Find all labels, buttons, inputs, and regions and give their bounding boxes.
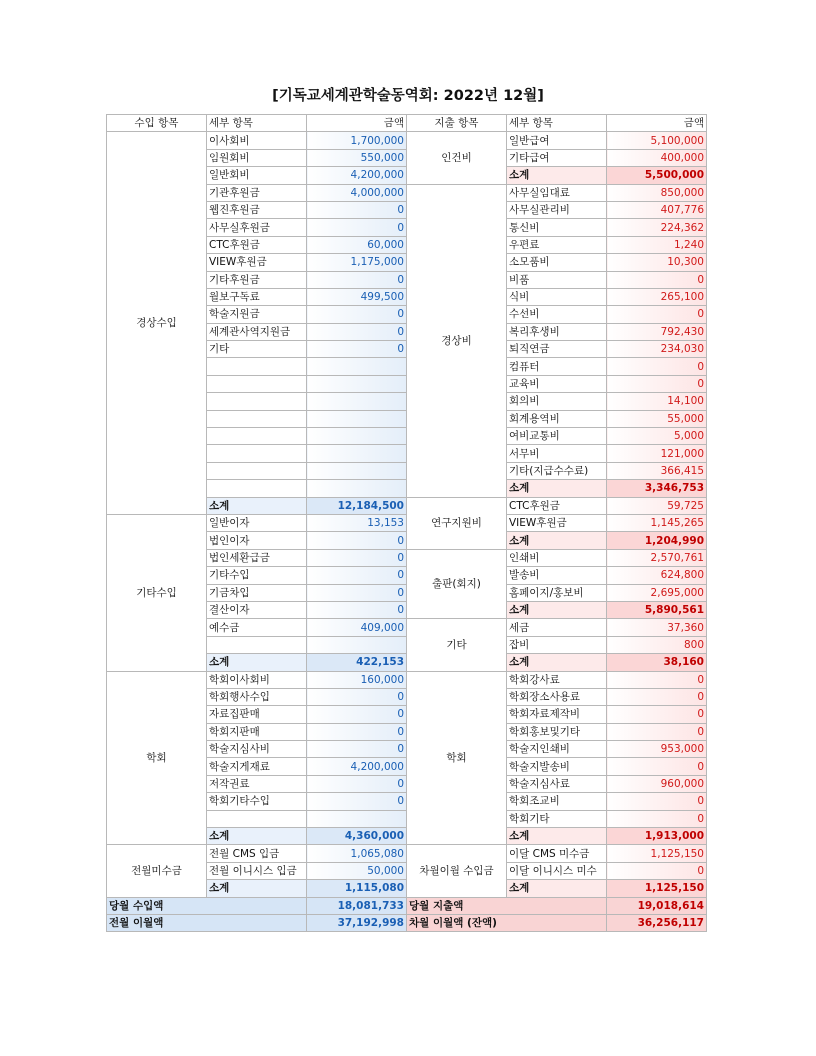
income-item-amount: 499,500 — [307, 288, 407, 305]
expense-subtotal-amount: 1,913,000 — [607, 828, 707, 845]
expense-subtotal-label: 소계 — [507, 828, 607, 845]
income-item-name: 법인이자 — [207, 532, 307, 549]
expense-category: 기타 — [407, 619, 507, 671]
expense-item-name: 기타(지급수수료) — [507, 462, 607, 479]
expense-item-name: 우편료 — [507, 236, 607, 253]
expense-item-amount: 0 — [607, 810, 707, 827]
header-expense-category: 지출 항목 — [407, 115, 507, 132]
income-empty-cell — [207, 410, 307, 427]
income-empty-amount — [307, 393, 407, 410]
income-item-name: 기관후원금 — [207, 184, 307, 201]
income-empty-cell — [207, 480, 307, 497]
income-empty-amount — [307, 445, 407, 462]
expense-item-amount: 960,000 — [607, 775, 707, 792]
income-item-name: 학술지게재료 — [207, 758, 307, 775]
income-item-name: 학회지판매 — [207, 723, 307, 740]
income-empty-amount — [307, 358, 407, 375]
expense-item-amount: 0 — [607, 793, 707, 810]
expense-item-name: 서무비 — [507, 445, 607, 462]
expense-item-name: 학회강사료 — [507, 671, 607, 688]
income-empty-amount — [307, 480, 407, 497]
expense-category: 경상비 — [407, 184, 507, 497]
expense-item-amount: 10,300 — [607, 254, 707, 271]
income-empty-cell — [207, 358, 307, 375]
expense-item-name: 홈페이지/홍보비 — [507, 584, 607, 601]
income-item-amount: 0 — [307, 775, 407, 792]
income-item-name: CTC후원금 — [207, 236, 307, 253]
income-item-amount: 0 — [307, 306, 407, 323]
income-empty-cell — [207, 636, 307, 653]
expense-item-name: 회계용역비 — [507, 410, 607, 427]
expense-item-amount: 0 — [607, 358, 707, 375]
income-subtotal-amount: 4,360,000 — [307, 828, 407, 845]
expense-subtotal-amount: 1,204,990 — [607, 532, 707, 549]
expense-category: 출판(회지) — [407, 549, 507, 619]
expense-item-name: 잡비 — [507, 636, 607, 653]
income-empty-amount — [307, 810, 407, 827]
income-empty-cell — [207, 810, 307, 827]
income-subtotal-amount: 12,184,500 — [307, 497, 407, 514]
expense-item-amount: 400,000 — [607, 149, 707, 166]
income-item-amount: 4,200,000 — [307, 758, 407, 775]
income-item-amount: 0 — [307, 567, 407, 584]
income-empty-amount — [307, 428, 407, 445]
expense-item-amount: 0 — [607, 271, 707, 288]
expense-item-amount: 59,725 — [607, 497, 707, 514]
expense-item-amount: 800 — [607, 636, 707, 653]
expense-item-amount: 37,360 — [607, 619, 707, 636]
income-empty-cell — [207, 428, 307, 445]
totals-row — [107, 897, 707, 914]
expense-category: 인건비 — [407, 132, 507, 184]
expense-item-amount: 5,000 — [607, 428, 707, 445]
expense-item-amount: 407,776 — [607, 201, 707, 218]
income-item-name: 학술지원금 — [207, 306, 307, 323]
income-item-name: 사무실후원금 — [207, 219, 307, 236]
expense-item-name: 학회조교비 — [507, 793, 607, 810]
expense-item-amount: 0 — [607, 758, 707, 775]
expense-item-amount: 2,570,761 — [607, 549, 707, 566]
income-item-name: 학회기타수입 — [207, 793, 307, 810]
income-item-amount: 1,065,080 — [307, 845, 407, 862]
income-item-name: 예수금 — [207, 619, 307, 636]
expense-item-name: 일반급여 — [507, 132, 607, 149]
income-empty-cell — [207, 462, 307, 479]
table-row — [107, 845, 707, 862]
income-item-name: 이사회비 — [207, 132, 307, 149]
total-income-value: 18,081,733 — [307, 897, 407, 914]
income-item-name: 결산이자 — [207, 601, 307, 618]
header-expense-item: 세부 항목 — [507, 115, 607, 132]
income-item-amount: 13,153 — [307, 514, 407, 531]
expense-item-amount: 1,240 — [607, 236, 707, 253]
income-subtotal-amount: 422,153 — [307, 654, 407, 671]
expense-item-amount: 953,000 — [607, 741, 707, 758]
expense-item-name: 비품 — [507, 271, 607, 288]
income-item-name: 월보구독료 — [207, 288, 307, 305]
expense-item-amount: 1,125,150 — [607, 845, 707, 862]
income-item-amount: 0 — [307, 219, 407, 236]
income-empty-amount — [307, 375, 407, 392]
expense-item-amount: 792,430 — [607, 323, 707, 340]
income-item-name: 기타수입 — [207, 567, 307, 584]
income-item-name: 임원회비 — [207, 149, 307, 166]
income-item-amount: 1,700,000 — [307, 132, 407, 149]
income-item-amount: 4,200,000 — [307, 167, 407, 184]
expense-item-name: 학술지인쇄비 — [507, 741, 607, 758]
expense-subtotal-label: 소계 — [507, 601, 607, 618]
expense-item-name: 소모품비 — [507, 254, 607, 271]
expense-subtotal-amount: 5,890,561 — [607, 601, 707, 618]
income-item-amount: 0 — [307, 549, 407, 566]
income-item-name: 전월 CMS 입금 — [207, 845, 307, 862]
income-item-name: 저작권료 — [207, 775, 307, 792]
income-item-name: 법인세환급금 — [207, 549, 307, 566]
expense-item-amount: 0 — [607, 375, 707, 392]
expense-subtotal-label: 소계 — [507, 654, 607, 671]
table-row — [107, 671, 707, 688]
expense-item-amount: 0 — [607, 671, 707, 688]
income-empty-cell — [207, 393, 307, 410]
income-item-name: 웹진후원금 — [207, 201, 307, 218]
expense-item-name: CTC후원금 — [507, 497, 607, 514]
total-expense-value: 19,018,614 — [607, 897, 707, 914]
income-subtotal-label: 소계 — [207, 654, 307, 671]
income-item-amount: 0 — [307, 688, 407, 705]
income-category: 학회 — [107, 671, 207, 845]
income-category: 기타수입 — [107, 514, 207, 671]
income-subtotal-amount: 1,115,080 — [307, 880, 407, 897]
income-empty-amount — [307, 462, 407, 479]
income-item-amount: 0 — [307, 271, 407, 288]
expense-item-amount: 0 — [607, 706, 707, 723]
income-item-amount: 409,000 — [307, 619, 407, 636]
expense-category: 차월이월 수입금 — [407, 845, 507, 897]
expense-item-name: 교육비 — [507, 375, 607, 392]
expense-item-amount: 366,415 — [607, 462, 707, 479]
income-item-amount: 0 — [307, 706, 407, 723]
expense-subtotal-amount: 5,500,000 — [607, 167, 707, 184]
header-income-category: 수입 항목 — [107, 115, 207, 132]
expense-category: 학회 — [407, 671, 507, 845]
income-item-name: 자료집판매 — [207, 706, 307, 723]
expense-item-amount: 850,000 — [607, 184, 707, 201]
income-item-name: 학회이사회비 — [207, 671, 307, 688]
expense-item-amount: 0 — [607, 688, 707, 705]
income-item-amount: 0 — [307, 341, 407, 358]
expense-item-name: 학회자료제작비 — [507, 706, 607, 723]
income-item-name: 학회행사수입 — [207, 688, 307, 705]
expense-item-name: 이달 CMS 미수금 — [507, 845, 607, 862]
expense-item-amount: 2,695,000 — [607, 584, 707, 601]
total-income-label: 전월 이월액 — [107, 914, 307, 931]
income-subtotal-label: 소계 — [207, 497, 307, 514]
expense-item-name: 수선비 — [507, 306, 607, 323]
expense-item-name: 식비 — [507, 288, 607, 305]
expense-item-amount: 224,362 — [607, 219, 707, 236]
expense-item-name: 사무실임대료 — [507, 184, 607, 201]
total-expense-label: 차월 이월액 (잔액) — [407, 914, 607, 931]
header-row — [107, 115, 707, 132]
income-item-amount: 4,000,000 — [307, 184, 407, 201]
expense-item-amount: 234,030 — [607, 341, 707, 358]
expense-item-name: VIEW후원금 — [507, 514, 607, 531]
totals-row — [107, 914, 707, 931]
expense-item-amount: 5,100,000 — [607, 132, 707, 149]
income-empty-cell — [207, 445, 307, 462]
income-item-name: VIEW후원금 — [207, 254, 307, 271]
expense-item-name: 인쇄비 — [507, 549, 607, 566]
expense-item-name: 학회장소사용료 — [507, 688, 607, 705]
income-item-name: 기타 — [207, 341, 307, 358]
expense-item-amount: 121,000 — [607, 445, 707, 462]
expense-subtotal-label: 소계 — [507, 532, 607, 549]
expense-subtotal-label: 소계 — [507, 480, 607, 497]
expense-subtotal-amount: 3,346,753 — [607, 480, 707, 497]
income-item-amount: 160,000 — [307, 671, 407, 688]
income-item-amount: 0 — [307, 723, 407, 740]
income-item-amount: 0 — [307, 323, 407, 340]
expense-item-name: 컴퓨터 — [507, 358, 607, 375]
expense-subtotal-amount: 38,160 — [607, 654, 707, 671]
income-item-name: 전월 이니시스 입금 — [207, 862, 307, 879]
income-item-amount: 0 — [307, 532, 407, 549]
table-row — [107, 132, 707, 149]
expense-item-amount: 0 — [607, 862, 707, 879]
expense-item-amount: 624,800 — [607, 567, 707, 584]
expense-item-name: 학술지심사료 — [507, 775, 607, 792]
header-income-amount: 금액 — [307, 115, 407, 132]
income-subtotal-label: 소계 — [207, 880, 307, 897]
expense-item-name: 학술지발송비 — [507, 758, 607, 775]
expense-item-name: 학회홍보및기타 — [507, 723, 607, 740]
expense-item-amount: 14,100 — [607, 393, 707, 410]
income-item-amount: 0 — [307, 584, 407, 601]
header-expense-amount: 금액 — [607, 115, 707, 132]
income-item-amount: 0 — [307, 601, 407, 618]
income-empty-cell — [207, 375, 307, 392]
income-item-name: 기금차입 — [207, 584, 307, 601]
expense-item-amount: 0 — [607, 306, 707, 323]
expense-item-name: 기타급여 — [507, 149, 607, 166]
page-title: [기독교세계관학술동역회: 2022년 12월] — [272, 88, 544, 104]
total-expense-label: 당월 지출액 — [407, 897, 607, 914]
expense-subtotal-label: 소계 — [507, 880, 607, 897]
expense-subtotal-label: 소계 — [507, 167, 607, 184]
expense-item-name: 사무실관리비 — [507, 201, 607, 218]
expense-item-name: 통신비 — [507, 219, 607, 236]
income-item-amount: 1,175,000 — [307, 254, 407, 271]
expense-item-amount: 55,000 — [607, 410, 707, 427]
total-income-label: 당월 수입액 — [107, 897, 307, 914]
income-empty-amount — [307, 410, 407, 427]
expense-category: 연구지원비 — [407, 497, 507, 549]
expense-item-name: 회의비 — [507, 393, 607, 410]
expense-item-name: 퇴직연금 — [507, 341, 607, 358]
total-expense-value: 36,256,117 — [607, 914, 707, 931]
income-item-amount: 0 — [307, 201, 407, 218]
income-item-name: 기타후원금 — [207, 271, 307, 288]
expense-item-name: 발송비 — [507, 567, 607, 584]
income-item-amount: 0 — [307, 741, 407, 758]
expense-subtotal-amount: 1,125,150 — [607, 880, 707, 897]
income-item-amount: 60,000 — [307, 236, 407, 253]
expense-item-name: 복리후생비 — [507, 323, 607, 340]
total-income-value: 37,192,998 — [307, 914, 407, 931]
income-item-amount: 50,000 — [307, 862, 407, 879]
income-item-name: 학술지심사비 — [207, 741, 307, 758]
expense-item-name: 세금 — [507, 619, 607, 636]
expense-item-amount: 265,100 — [607, 288, 707, 305]
expense-item-name: 이달 이니시스 미수 — [507, 862, 607, 879]
expense-item-amount: 0 — [607, 723, 707, 740]
ledger-table — [106, 114, 707, 932]
income-category: 전월미수금 — [107, 845, 207, 897]
income-item-amount: 0 — [307, 793, 407, 810]
expense-item-name: 학회기타 — [507, 810, 607, 827]
income-item-name: 일반이자 — [207, 514, 307, 531]
income-subtotal-label: 소계 — [207, 828, 307, 845]
income-item-name: 일반회비 — [207, 167, 307, 184]
income-item-name: 세계관사역지원금 — [207, 323, 307, 340]
income-empty-amount — [307, 636, 407, 653]
header-income-item: 세부 항목 — [207, 115, 307, 132]
expense-item-name: 여비교통비 — [507, 428, 607, 445]
income-category: 경상수입 — [107, 132, 207, 515]
income-item-amount: 550,000 — [307, 149, 407, 166]
expense-item-amount: 1,145,265 — [607, 514, 707, 531]
